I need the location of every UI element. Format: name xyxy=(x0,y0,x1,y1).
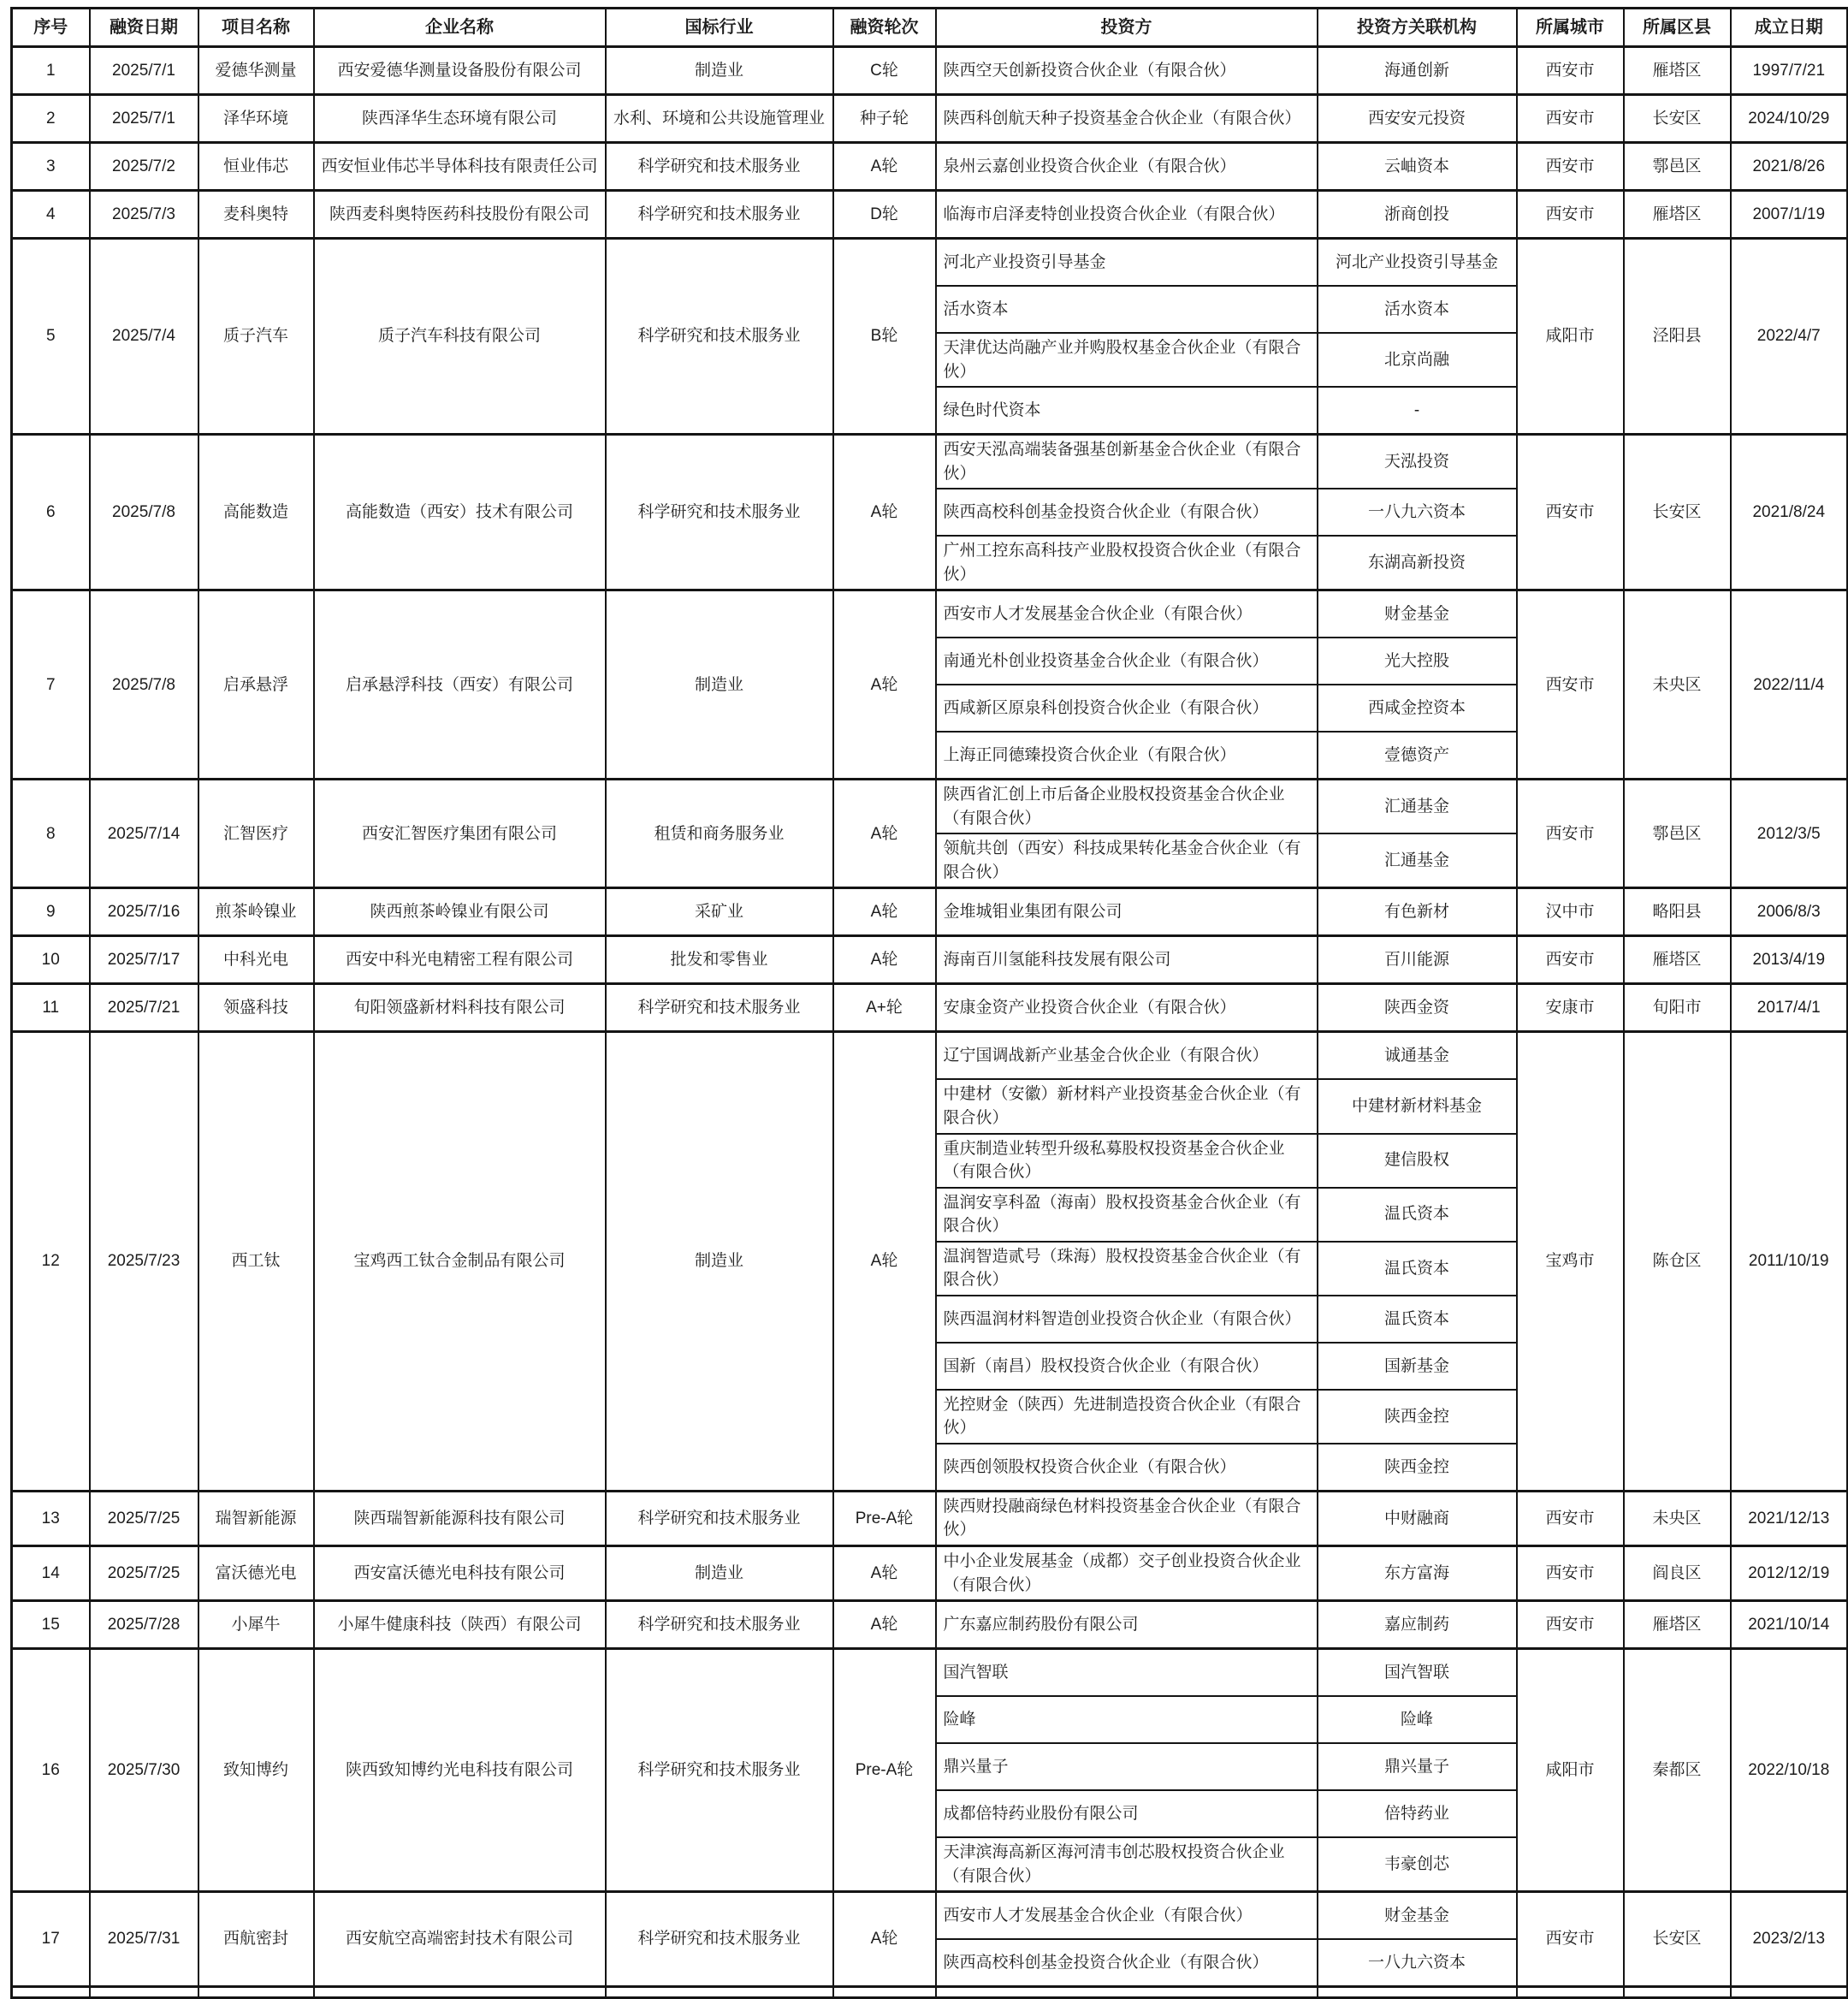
investor-org-cell: 西咸金控资本 xyxy=(1318,685,1517,732)
round-cell: A轮 xyxy=(833,888,936,936)
investor-org-cell: 中财融商 xyxy=(1318,1491,1517,1545)
district-cell: 雁塔区 xyxy=(1624,47,1731,95)
table-row xyxy=(12,143,1848,191)
project-name-cell: 高能数造 xyxy=(198,435,314,590)
round-cell: B轮 xyxy=(833,239,936,435)
company-name-cell: 陕西瑞智新能源科技有限公司 xyxy=(314,1491,606,1545)
founded-date-cell: 1997/7/21 xyxy=(1731,47,1848,95)
investor-cell: 泉州云嘉创业投资合伙企业（有限合伙） xyxy=(936,143,1318,191)
financing-date-cell: 2025/7/16 xyxy=(90,888,198,936)
investor-cell: 陕西科创航天种子投资基金合伙企业（有限合伙） xyxy=(936,95,1318,143)
company-name-cell: 宝鸡西工钛合金制品有限公司 xyxy=(314,1032,606,1491)
table-header xyxy=(12,9,1848,47)
financing-date-cell: 2025/7/1 xyxy=(90,47,198,95)
industry-cell: 科学研究和技术服务业 xyxy=(606,143,833,191)
city-cell: 西安市 xyxy=(1517,1892,1624,1987)
district-cell: 未央区 xyxy=(1624,1491,1731,1545)
investor-org-cell: 有色新材 xyxy=(1318,888,1517,936)
row-number-cell: 10 xyxy=(12,936,90,984)
empty-cell xyxy=(198,1987,314,1998)
investor-cell: 国汽智联 xyxy=(936,1649,1318,1697)
financing-date-cell: 2025/7/17 xyxy=(90,936,198,984)
financing-date-cell: 2025/7/3 xyxy=(90,191,198,239)
company-name-cell: 西安爱德华测量设备股份有限公司 xyxy=(314,47,606,95)
company-name-cell: 西安恒业伟芯半导体科技有限责任公司 xyxy=(314,143,606,191)
col-header-investor: 投资方 xyxy=(936,9,1318,47)
founded-date-cell: 2017/4/1 xyxy=(1731,984,1848,1032)
founded-date-cell: 2022/11/4 xyxy=(1731,590,1848,780)
investor-cell: 温润智造贰号（珠海）股权投资基金合伙企业（有限合伙） xyxy=(936,1242,1318,1296)
row-number-cell: 12 xyxy=(12,1032,90,1491)
table-row xyxy=(12,1892,1848,1940)
table-row xyxy=(12,936,1848,984)
table-row xyxy=(12,1546,1848,1601)
col-header-company-name: 企业名称 xyxy=(314,9,606,47)
financing-date-cell: 2025/7/28 xyxy=(90,1601,198,1649)
round-cell: A轮 xyxy=(833,1601,936,1649)
table-row xyxy=(12,780,1848,834)
header-row xyxy=(12,9,1848,47)
investor-org-cell: 鼎兴量子 xyxy=(1318,1743,1517,1790)
round-cell: A轮 xyxy=(833,1032,936,1491)
round-cell: C轮 xyxy=(833,47,936,95)
district-cell: 长安区 xyxy=(1624,435,1731,590)
investor-cell: 陕西高校科创基金投资合伙企业（有限合伙） xyxy=(936,489,1318,536)
table-row xyxy=(12,239,1848,287)
project-name-cell: 中科光电 xyxy=(198,936,314,984)
founded-date-cell: 2023/2/13 xyxy=(1731,1892,1848,1987)
row-number-cell: 16 xyxy=(12,1649,90,1892)
industry-cell: 科学研究和技术服务业 xyxy=(606,1601,833,1649)
investor-org-cell: 西安安元投资 xyxy=(1318,95,1517,143)
project-name-cell: 爱德华测量 xyxy=(198,47,314,95)
investor-org-cell: 汇通基金 xyxy=(1318,780,1517,834)
round-cell: A轮 xyxy=(833,435,936,590)
project-name-cell: 小犀牛 xyxy=(198,1601,314,1649)
company-name-cell: 小犀牛健康科技（陕西）有限公司 xyxy=(314,1601,606,1649)
founded-date-cell: 2022/4/7 xyxy=(1731,239,1848,435)
row-number-cell: 8 xyxy=(12,780,90,888)
row-number-cell: 1 xyxy=(12,47,90,95)
investor-org-cell: 韦豪创芯 xyxy=(1318,1837,1517,1892)
city-cell: 咸阳市 xyxy=(1517,239,1624,435)
table-row xyxy=(12,191,1848,239)
empty-cell xyxy=(936,1987,1318,1998)
investor-org-cell: 百川能源 xyxy=(1318,936,1517,984)
district-cell: 旬阳市 xyxy=(1624,984,1731,1032)
industry-cell: 租赁和商务服务业 xyxy=(606,780,833,888)
investor-org-cell: 陕西金控 xyxy=(1318,1444,1517,1492)
investor-org-cell: 温氏资本 xyxy=(1318,1242,1517,1296)
investor-cell: 险峰 xyxy=(936,1696,1318,1743)
table-row xyxy=(12,47,1848,95)
empty-cell xyxy=(1318,1987,1517,1998)
investor-cell: 光控财金（陕西）先进制造投资合伙企业（有限合伙） xyxy=(936,1390,1318,1444)
col-header-financing-date: 融资日期 xyxy=(90,9,198,47)
table-row xyxy=(12,1601,1848,1649)
financing-date-cell: 2025/7/8 xyxy=(90,590,198,780)
table-row xyxy=(12,888,1848,936)
district-cell: 秦都区 xyxy=(1624,1649,1731,1892)
financing-date-cell: 2025/7/31 xyxy=(90,1892,198,1987)
investor-org-cell: 陕西金控 xyxy=(1318,1390,1517,1444)
row-number-cell: 6 xyxy=(12,435,90,590)
district-cell: 长安区 xyxy=(1624,1892,1731,1987)
project-name-cell: 领盛科技 xyxy=(198,984,314,1032)
empty-cell xyxy=(314,1987,606,1998)
row-number-cell: 7 xyxy=(12,590,90,780)
table-row xyxy=(12,984,1848,1032)
empty-cell xyxy=(1624,1987,1731,1998)
district-cell: 雁塔区 xyxy=(1624,936,1731,984)
industry-cell: 制造业 xyxy=(606,590,833,780)
industry-cell: 制造业 xyxy=(606,1032,833,1491)
row-number-cell: 15 xyxy=(12,1601,90,1649)
district-cell: 长安区 xyxy=(1624,95,1731,143)
table-row xyxy=(12,435,1848,489)
col-header-city: 所属城市 xyxy=(1517,9,1624,47)
col-header-project-name: 项目名称 xyxy=(198,9,314,47)
financing-date-cell: 2025/7/2 xyxy=(90,143,198,191)
industry-cell: 制造业 xyxy=(606,1546,833,1601)
investor-org-cell: 东湖高新投资 xyxy=(1318,536,1517,590)
company-name-cell: 陕西致知博约光电科技有限公司 xyxy=(314,1649,606,1892)
col-header-district: 所属区县 xyxy=(1624,9,1731,47)
project-name-cell: 麦科奥特 xyxy=(198,191,314,239)
project-name-cell: 西航密封 xyxy=(198,1892,314,1987)
empty-cell xyxy=(833,1987,936,1998)
investor-cell: 海南百川氢能科技发展有限公司 xyxy=(936,936,1318,984)
round-cell: A+轮 xyxy=(833,984,936,1032)
investor-cell: 中小企业发展基金（成都）交子创业投资合伙企业（有限合伙） xyxy=(936,1546,1318,1601)
financing-date-cell: 2025/7/4 xyxy=(90,239,198,435)
row-number-cell: 14 xyxy=(12,1546,90,1601)
table-row xyxy=(12,95,1848,143)
district-cell: 未央区 xyxy=(1624,590,1731,780)
founded-date-cell: 2021/10/14 xyxy=(1731,1601,1848,1649)
investor-cell: 西安天泓高端装备强基创新基金合伙企业（有限合伙） xyxy=(936,435,1318,489)
district-cell: 鄠邑区 xyxy=(1624,143,1731,191)
investor-org-cell: 天泓投资 xyxy=(1318,435,1517,489)
round-cell: Pre-A轮 xyxy=(833,1491,936,1545)
industry-cell: 科学研究和技术服务业 xyxy=(606,1649,833,1892)
investor-cell: 辽宁国调战新产业基金合伙企业（有限合伙） xyxy=(936,1032,1318,1080)
district-cell: 阎良区 xyxy=(1624,1546,1731,1601)
investor-cell: 绿色时代资本 xyxy=(936,387,1318,435)
investor-cell: 广东嘉应制药股份有限公司 xyxy=(936,1601,1318,1649)
investor-cell: 上海正同德臻投资合伙企业（有限合伙） xyxy=(936,732,1318,780)
founded-date-cell: 2012/12/19 xyxy=(1731,1546,1848,1601)
project-name-cell: 汇智医疗 xyxy=(198,780,314,888)
partial-empty-row xyxy=(12,1987,1848,1998)
founded-date-cell: 2021/8/26 xyxy=(1731,143,1848,191)
investor-cell: 金堆城钼业集团有限公司 xyxy=(936,888,1318,936)
city-cell: 西安市 xyxy=(1517,191,1624,239)
round-cell: A轮 xyxy=(833,1546,936,1601)
row-number-cell: 11 xyxy=(12,984,90,1032)
round-cell: Pre-A轮 xyxy=(833,1649,936,1892)
industry-cell: 科学研究和技术服务业 xyxy=(606,435,833,590)
founded-date-cell: 2013/4/19 xyxy=(1731,936,1848,984)
city-cell: 西安市 xyxy=(1517,590,1624,780)
investor-cell: 陕西温润材料智造创业投资合伙企业（有限合伙） xyxy=(936,1296,1318,1343)
financing-date-cell: 2025/7/21 xyxy=(90,984,198,1032)
investor-cell: 河北产业投资引导基金 xyxy=(936,239,1318,287)
investor-org-cell: 一八九六资本 xyxy=(1318,489,1517,536)
founded-date-cell: 2021/12/13 xyxy=(1731,1491,1848,1545)
company-name-cell: 西安富沃德光电科技有限公司 xyxy=(314,1546,606,1601)
investor-cell: 安康金资产业投资合伙企业（有限合伙） xyxy=(936,984,1318,1032)
investor-org-cell: 光大控股 xyxy=(1318,638,1517,685)
investor-org-cell: 嘉应制药 xyxy=(1318,1601,1517,1649)
investor-cell: 西安市人才发展基金合伙企业（有限合伙） xyxy=(936,1892,1318,1940)
investor-cell: 鼎兴量子 xyxy=(936,1743,1318,1790)
district-cell: 雁塔区 xyxy=(1624,1601,1731,1649)
investor-org-cell: 财金基金 xyxy=(1318,590,1517,638)
row-number-cell: 4 xyxy=(12,191,90,239)
city-cell: 西安市 xyxy=(1517,143,1624,191)
col-header-index: 序号 xyxy=(12,9,90,47)
row-number-cell: 2 xyxy=(12,95,90,143)
row-number-cell: 17 xyxy=(12,1892,90,1987)
district-cell: 雁塔区 xyxy=(1624,191,1731,239)
investor-cell: 陕西高校科创基金投资合伙企业（有限合伙） xyxy=(936,1939,1318,1987)
empty-cell xyxy=(1517,1987,1624,1998)
table-row xyxy=(12,590,1848,638)
investor-org-cell: 倍特药业 xyxy=(1318,1790,1517,1837)
round-cell: A轮 xyxy=(833,936,936,984)
project-name-cell: 致知博约 xyxy=(198,1649,314,1892)
project-name-cell: 泽华环境 xyxy=(198,95,314,143)
industry-cell: 科学研究和技术服务业 xyxy=(606,191,833,239)
investor-org-cell: 国汽智联 xyxy=(1318,1649,1517,1697)
company-name-cell: 旬阳领盛新材料科技有限公司 xyxy=(314,984,606,1032)
investor-org-cell: 东方富海 xyxy=(1318,1546,1517,1601)
company-name-cell: 启承悬浮科技（西安）有限公司 xyxy=(314,590,606,780)
financing-date-cell: 2025/7/8 xyxy=(90,435,198,590)
investor-org-cell: 一八九六资本 xyxy=(1318,1939,1517,1987)
investor-cell: 陕西财投融商绿色材料投资基金合伙企业（有限合伙） xyxy=(936,1491,1318,1545)
investor-cell: 温润安享科盈（海南）股权投资基金合伙企业（有限合伙） xyxy=(936,1188,1318,1242)
investor-cell: 广州工控东高科技产业股权投资合伙企业（有限合伙） xyxy=(936,536,1318,590)
row-number-cell: 13 xyxy=(12,1491,90,1545)
district-cell: 略阳县 xyxy=(1624,888,1731,936)
financing-table xyxy=(10,7,1848,1999)
financing-date-cell: 2025/7/30 xyxy=(90,1649,198,1892)
investor-org-cell: 河北产业投资引导基金 xyxy=(1318,239,1517,287)
industry-cell: 水利、环境和公共设施管理业 xyxy=(606,95,833,143)
investor-org-cell: 中建材新材料基金 xyxy=(1318,1079,1517,1133)
round-cell: D轮 xyxy=(833,191,936,239)
company-name-cell: 高能数造（西安）技术有限公司 xyxy=(314,435,606,590)
investor-cell: 陕西空天创新投资合伙企业（有限合伙） xyxy=(936,47,1318,95)
district-cell: 陈仓区 xyxy=(1624,1032,1731,1491)
investor-cell: 重庆制造业转型升级私募股权投资基金合伙企业（有限合伙） xyxy=(936,1134,1318,1188)
project-name-cell: 煎茶岭镍业 xyxy=(198,888,314,936)
founded-date-cell: 2011/10/19 xyxy=(1731,1032,1848,1491)
row-number-cell: 9 xyxy=(12,888,90,936)
city-cell: 西安市 xyxy=(1517,1601,1624,1649)
investor-org-cell: 陕西金资 xyxy=(1318,984,1517,1032)
company-name-cell: 西安中科光电精密工程有限公司 xyxy=(314,936,606,984)
investor-cell: 成都倍特药业股份有限公司 xyxy=(936,1790,1318,1837)
investor-cell: 活水资本 xyxy=(936,286,1318,333)
round-cell: A轮 xyxy=(833,143,936,191)
city-cell: 汉中市 xyxy=(1517,888,1624,936)
city-cell: 西安市 xyxy=(1517,936,1624,984)
round-cell: 种子轮 xyxy=(833,95,936,143)
investor-org-cell: - xyxy=(1318,387,1517,435)
investor-org-cell: 浙商创投 xyxy=(1318,191,1517,239)
founded-date-cell: 2012/3/5 xyxy=(1731,780,1848,888)
investor-org-cell: 壹德资产 xyxy=(1318,732,1517,780)
round-cell: A轮 xyxy=(833,780,936,888)
founded-date-cell: 2022/10/18 xyxy=(1731,1649,1848,1892)
investor-cell: 国新（南昌）股权投资合伙企业（有限合伙） xyxy=(936,1343,1318,1390)
col-header-round: 融资轮次 xyxy=(833,9,936,47)
company-name-cell: 西安汇智医疗集团有限公司 xyxy=(314,780,606,888)
founded-date-cell: 2024/10/29 xyxy=(1731,95,1848,143)
company-name-cell: 西安航空高端密封技术有限公司 xyxy=(314,1892,606,1987)
table-row xyxy=(12,1032,1848,1080)
investor-cell: 陕西省汇创上市后备企业股权投资基金合伙企业（有限合伙） xyxy=(936,780,1318,834)
col-header-investor-org: 投资方关联机构 xyxy=(1318,9,1517,47)
investor-org-cell: 活水资本 xyxy=(1318,286,1517,333)
industry-cell: 科学研究和技术服务业 xyxy=(606,1892,833,1987)
table-body xyxy=(12,47,1848,1998)
district-cell: 鄠邑区 xyxy=(1624,780,1731,888)
table-row xyxy=(12,1491,1848,1545)
company-name-cell: 陕西泽华生态环境有限公司 xyxy=(314,95,606,143)
investor-org-cell: 诚通基金 xyxy=(1318,1032,1517,1080)
project-name-cell: 质子汽车 xyxy=(198,239,314,435)
city-cell: 西安市 xyxy=(1517,435,1624,590)
investor-org-cell: 温氏资本 xyxy=(1318,1188,1517,1242)
investor-org-cell: 财金基金 xyxy=(1318,1892,1517,1940)
empty-cell xyxy=(12,1987,90,1998)
founded-date-cell: 2007/1/19 xyxy=(1731,191,1848,239)
company-name-cell: 质子汽车科技有限公司 xyxy=(314,239,606,435)
city-cell: 咸阳市 xyxy=(1517,1649,1624,1892)
round-cell: A轮 xyxy=(833,1892,936,1987)
district-cell: 泾阳县 xyxy=(1624,239,1731,435)
company-name-cell: 陕西麦科奥特医药科技股份有限公司 xyxy=(314,191,606,239)
financing-date-cell: 2025/7/25 xyxy=(90,1546,198,1601)
investor-org-cell: 汇通基金 xyxy=(1318,833,1517,888)
city-cell: 西安市 xyxy=(1517,95,1624,143)
col-header-industry: 国标行业 xyxy=(606,9,833,47)
investor-cell: 领航共创（西安）科技成果转化基金合伙企业（有限合伙） xyxy=(936,833,1318,888)
founded-date-cell: 2021/8/24 xyxy=(1731,435,1848,590)
investor-cell: 天津滨海高新区海河清韦创芯股权投资合伙企业（有限合伙） xyxy=(936,1837,1318,1892)
city-cell: 西安市 xyxy=(1517,1546,1624,1601)
project-name-cell: 西工钛 xyxy=(198,1032,314,1491)
investor-cell: 西咸新区原泉科创投资合伙企业（有限合伙） xyxy=(936,685,1318,732)
project-name-cell: 富沃德光电 xyxy=(198,1546,314,1601)
financing-date-cell: 2025/7/23 xyxy=(90,1032,198,1491)
city-cell: 宝鸡市 xyxy=(1517,1032,1624,1491)
city-cell: 西安市 xyxy=(1517,47,1624,95)
investor-cell: 西安市人才发展基金合伙企业（有限合伙） xyxy=(936,590,1318,638)
city-cell: 西安市 xyxy=(1517,1491,1624,1545)
investor-cell: 中建材（安徽）新材料产业投资基金合伙企业（有限合伙） xyxy=(936,1079,1318,1133)
financing-date-cell: 2025/7/1 xyxy=(90,95,198,143)
financing-date-cell: 2025/7/14 xyxy=(90,780,198,888)
industry-cell: 科学研究和技术服务业 xyxy=(606,984,833,1032)
empty-cell xyxy=(90,1987,198,1998)
project-name-cell: 启承悬浮 xyxy=(198,590,314,780)
investor-org-cell: 国新基金 xyxy=(1318,1343,1517,1390)
investor-org-cell: 海通创新 xyxy=(1318,47,1517,95)
table-row xyxy=(12,1649,1848,1697)
investor-org-cell: 险峰 xyxy=(1318,1696,1517,1743)
financing-date-cell: 2025/7/25 xyxy=(90,1491,198,1545)
investor-cell: 天津优达尚融产业并购股权基金合伙企业（有限合伙） xyxy=(936,333,1318,387)
company-name-cell: 陕西煎茶岭镍业有限公司 xyxy=(314,888,606,936)
investor-cell: 南通光朴创业投资基金合伙企业（有限合伙） xyxy=(936,638,1318,685)
investor-cell: 陕西创领股权投资合伙企业（有限合伙） xyxy=(936,1444,1318,1492)
investor-org-cell: 云岫资本 xyxy=(1318,143,1517,191)
project-name-cell: 瑞智新能源 xyxy=(198,1491,314,1545)
col-header-founded-date: 成立日期 xyxy=(1731,9,1848,47)
city-cell: 安康市 xyxy=(1517,984,1624,1032)
project-name-cell: 恒业伟芯 xyxy=(198,143,314,191)
investor-org-cell: 建信股权 xyxy=(1318,1134,1517,1188)
industry-cell: 制造业 xyxy=(606,47,833,95)
empty-cell xyxy=(1731,1987,1848,1998)
industry-cell: 批发和零售业 xyxy=(606,936,833,984)
industry-cell: 科学研究和技术服务业 xyxy=(606,1491,833,1545)
investor-cell: 临海市启泽麦特创业投资合伙企业（有限合伙） xyxy=(936,191,1318,239)
investor-org-cell: 温氏资本 xyxy=(1318,1296,1517,1343)
empty-cell xyxy=(606,1987,833,1998)
row-number-cell: 5 xyxy=(12,239,90,435)
founded-date-cell: 2006/8/3 xyxy=(1731,888,1848,936)
city-cell: 西安市 xyxy=(1517,780,1624,888)
round-cell: A轮 xyxy=(833,590,936,780)
row-number-cell: 3 xyxy=(12,143,90,191)
industry-cell: 采矿业 xyxy=(606,888,833,936)
investor-org-cell: 北京尚融 xyxy=(1318,333,1517,387)
industry-cell: 科学研究和技术服务业 xyxy=(606,239,833,435)
